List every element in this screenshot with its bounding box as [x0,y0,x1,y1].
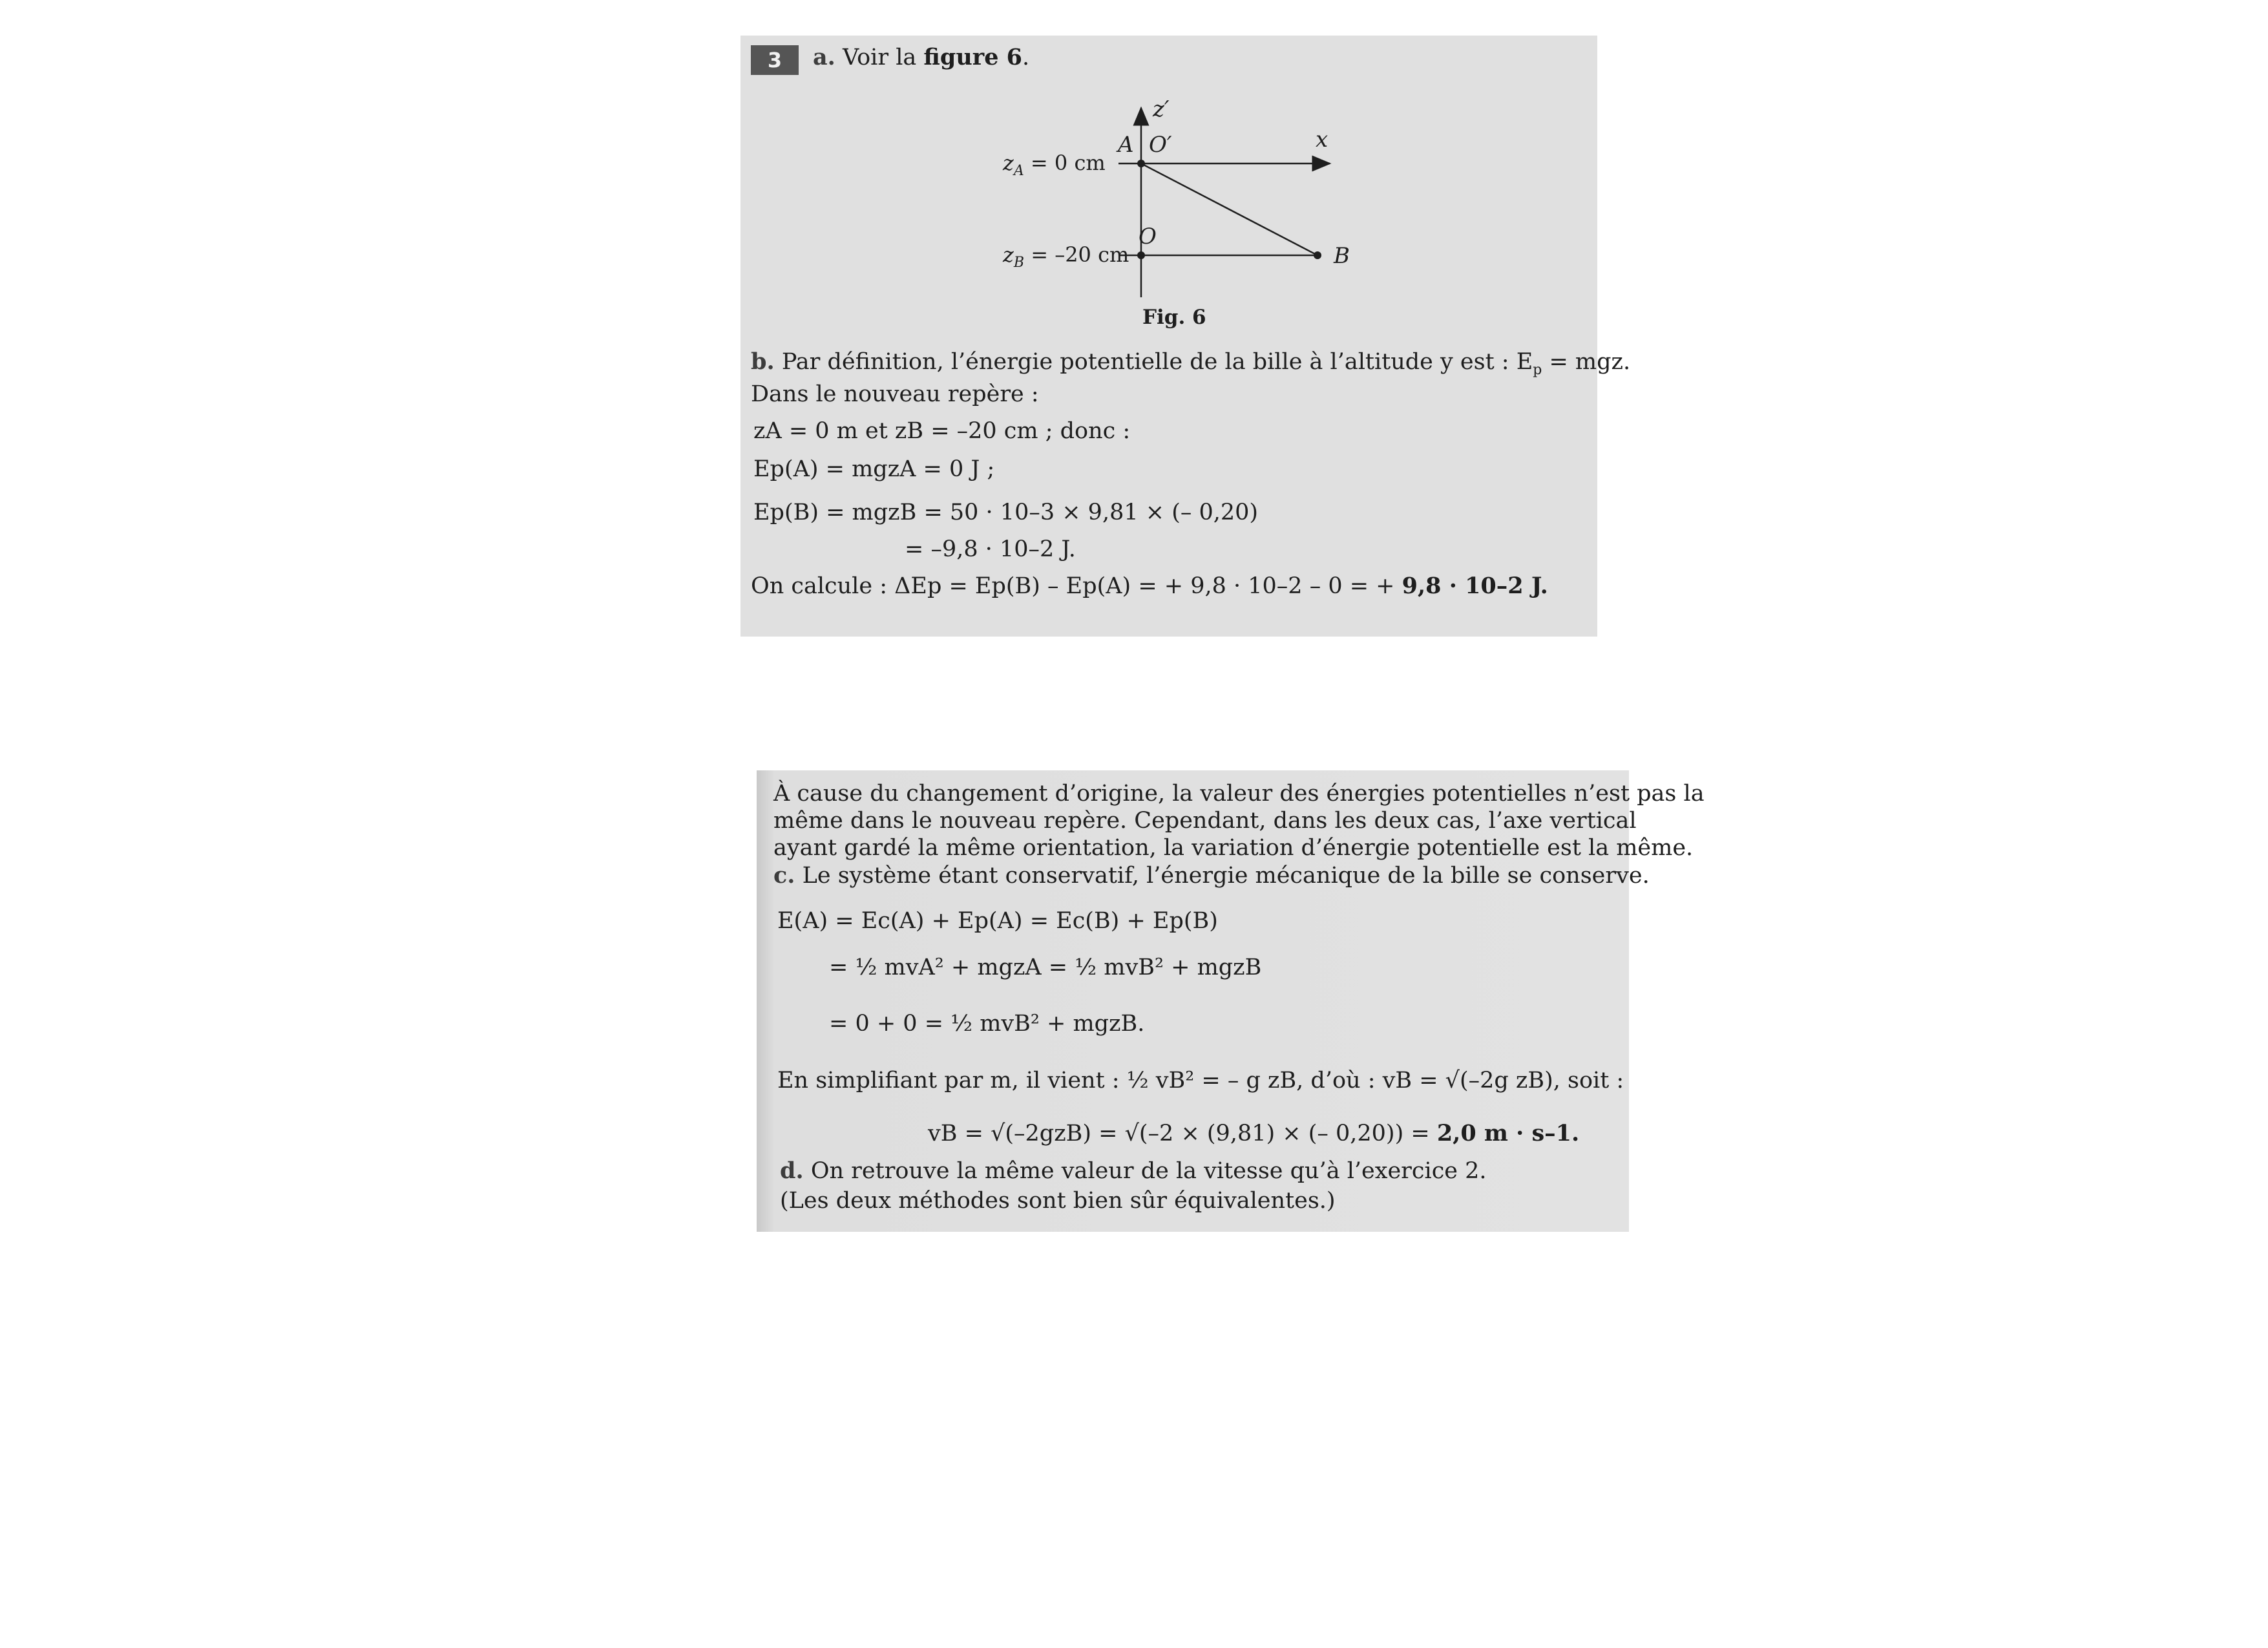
point-a-dot [1137,160,1145,167]
text-b-sub: p [1533,362,1542,378]
figure-reference: figure 6 [923,44,1023,70]
scan-part-2 [757,770,1705,1232]
point-b-label: B [1334,243,1350,269]
ab-segment [1141,164,1318,255]
line-d2: (Les deux méthodes sont bien sûr équivalentes.) [780,1188,1336,1214]
point-o-dot [1137,251,1145,259]
para-line-2: même dans le nouveau repère. Cependant, dans les deux cas, l’axe vertical [773,808,1637,834]
text-d: On retrouve la même valeur de la vitesse qu’à l’exercice 2. [810,1158,1487,1184]
final-eq-prefix: vB = √(–2gzB) = √(–2 × (9,81) × (– 0,20)) = [928,1121,1437,1146]
label-c: c. [773,862,795,889]
point-o-prime-label: O′ [1149,132,1172,158]
line-d [780,1158,1487,1184]
para-line-1: À cause du changement d’origine, la valeur des énergies potentielles n’est pas la [773,781,1705,807]
final-eq-result: 2,0 m · s–1. [1436,1120,1580,1146]
eq-line-1: E(A) = Ec(A) + Ep(A) = Ec(B) + Ep(B) [777,908,1218,934]
point-b-dot [1314,251,1321,259]
z-axis-label: z′ [1153,96,1170,122]
line-b4: Ep(A) = mgzA = 0 J ; [753,456,995,482]
line-b [751,349,1630,383]
label-a: a. [813,44,835,70]
line-b2: Dans le nouveau repère : [751,381,1039,407]
line-b5: Ep(B) = mgzB = 50 · 10–3 × 9,81 × (– 0,20) [753,500,1259,525]
text-c: Le système étant conservatif, l’énergie mécanique de la bille se conserve. [802,863,1650,889]
label-b: b. [751,348,775,375]
text-b: Par définition, l’énergie potentielle de la bille à l’altitude y est : E [781,349,1533,375]
line-b7 [751,573,1548,599]
point-o-label: O [1139,224,1157,249]
zb-label: $z_B = -20$ cm [1003,242,1129,271]
scan-part-1 [740,36,1631,637]
line-b3: zA = 0 m et zB = –20 cm ; donc : [753,418,1131,444]
line-b6: = –9,8 · 10–2 J. [905,536,1076,562]
calc-prefix: On calcule : ΔEp = Ep(B) – Ep(A) = + 9,8 · 10–2 – 0 = + [751,573,1402,599]
figure-6-diagram [740,36,1597,333]
exercise-number-badge: 3 [751,45,799,75]
figure-caption: Fig. 6 [1142,306,1206,329]
line-c [773,863,1650,889]
eq-line-3: = 0 + 0 = ½ mvB² + mgzB. [829,1011,1145,1037]
label-d: d. [780,1157,804,1184]
line-a: a. Voir la figure 6. [813,44,1030,70]
final-eq-line [928,1121,1579,1146]
text-a: Voir la [843,45,917,70]
point-a-label: A [1118,132,1134,158]
simplify-line: En simplifiant par m, il vient : ½ vB² = – g zB, d’où : vB = √(–2g zB), soit : [777,1068,1624,1093]
x-axis-label: x [1316,127,1328,153]
za-label: $z_A = 0$ cm [1003,151,1106,179]
calc-result: 9,8 · 10–2 J. [1402,573,1548,599]
para-line-3: ayant gardé la même orientation, la variation d’énergie potentielle est la même. [773,835,1694,861]
eq-line-2: = ½ mvA² + mgzA = ½ mvB² + mgzB [829,955,1262,980]
text-b-end: = mgz. [1542,349,1631,375]
